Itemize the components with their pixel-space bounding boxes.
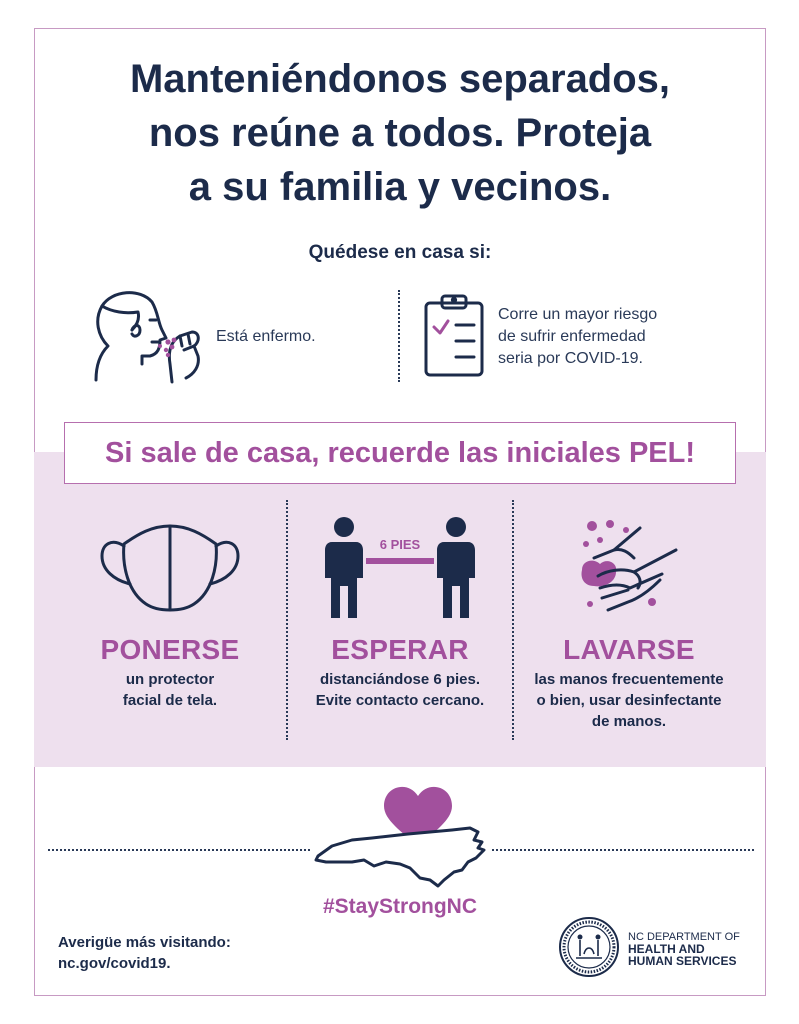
agency-name xyxy=(628,931,740,967)
nc-seal-icon xyxy=(558,916,620,978)
stay-home-heading: Quédese en casa si: xyxy=(308,242,492,263)
sick-text: Está enfermo. xyxy=(216,328,316,345)
risk-text xyxy=(498,304,657,370)
column-3-desc xyxy=(504,669,754,732)
learn-more-link[interactable]: nc.gov/covid19. xyxy=(58,955,171,972)
risk-text-line-1: Corre un mayor riesgo xyxy=(498,306,658,323)
column-3-desc-line-2: o bien, usar desinfectante xyxy=(536,692,722,709)
agency-line-2: HEALTH AND xyxy=(628,942,705,956)
headline-line-2: nos reúne a todos. Proteja xyxy=(148,111,652,155)
column-3-title: LAVARSE xyxy=(563,634,695,665)
headline-line-3: a su familia y vecinos. xyxy=(188,165,612,209)
column-1-title: PONERSE xyxy=(100,634,240,665)
column-3-desc-line-3: de manos. xyxy=(591,713,667,730)
headline xyxy=(34,52,766,214)
risk-text-line-2: de sufrir enfermedad xyxy=(498,328,646,345)
column-1-desc-line-2: facial de tela. xyxy=(122,692,218,709)
clipboard-icon xyxy=(424,293,484,377)
pel-banner: Si sale de casa, recuerde las iniciales PEL! xyxy=(64,422,736,484)
column-2-title: ESPERAR xyxy=(331,634,469,665)
nc-map-heart-icon xyxy=(312,784,492,888)
face-mask-icon xyxy=(100,522,240,614)
headline-line-1: Manteniéndonos separados, xyxy=(129,57,671,101)
column-2-desc-line-2: Evite contacto cercano. xyxy=(315,692,485,709)
column-1-desc-line-1: un protector xyxy=(125,671,215,688)
hashtag: #StayStrongNC xyxy=(322,895,478,918)
risk-text-line-3: seria por COVID-19. xyxy=(498,350,643,367)
agency-line-1: NC DEPARTMENT OF xyxy=(628,931,740,943)
social-distance-icon xyxy=(322,516,478,620)
sick-person-icon xyxy=(88,290,206,382)
column-1-desc xyxy=(45,669,295,711)
distance-label: 6 PIES xyxy=(379,537,421,552)
learn-more xyxy=(58,932,231,974)
footer-divider-left xyxy=(48,849,310,851)
divider-dotted-vertical xyxy=(398,290,400,382)
agency-line-3: HUMAN SERVICES xyxy=(628,954,737,968)
column-2-desc-line-1: distanciándose 6 pies. xyxy=(319,671,481,688)
column-3-desc-line-1: las manos frecuentemente xyxy=(534,671,724,688)
column-2-desc xyxy=(275,669,525,711)
footer-divider-right xyxy=(492,849,754,851)
learn-more-line-1: Averigüe más visitando: xyxy=(58,934,231,951)
hand-washing-icon xyxy=(578,518,682,618)
